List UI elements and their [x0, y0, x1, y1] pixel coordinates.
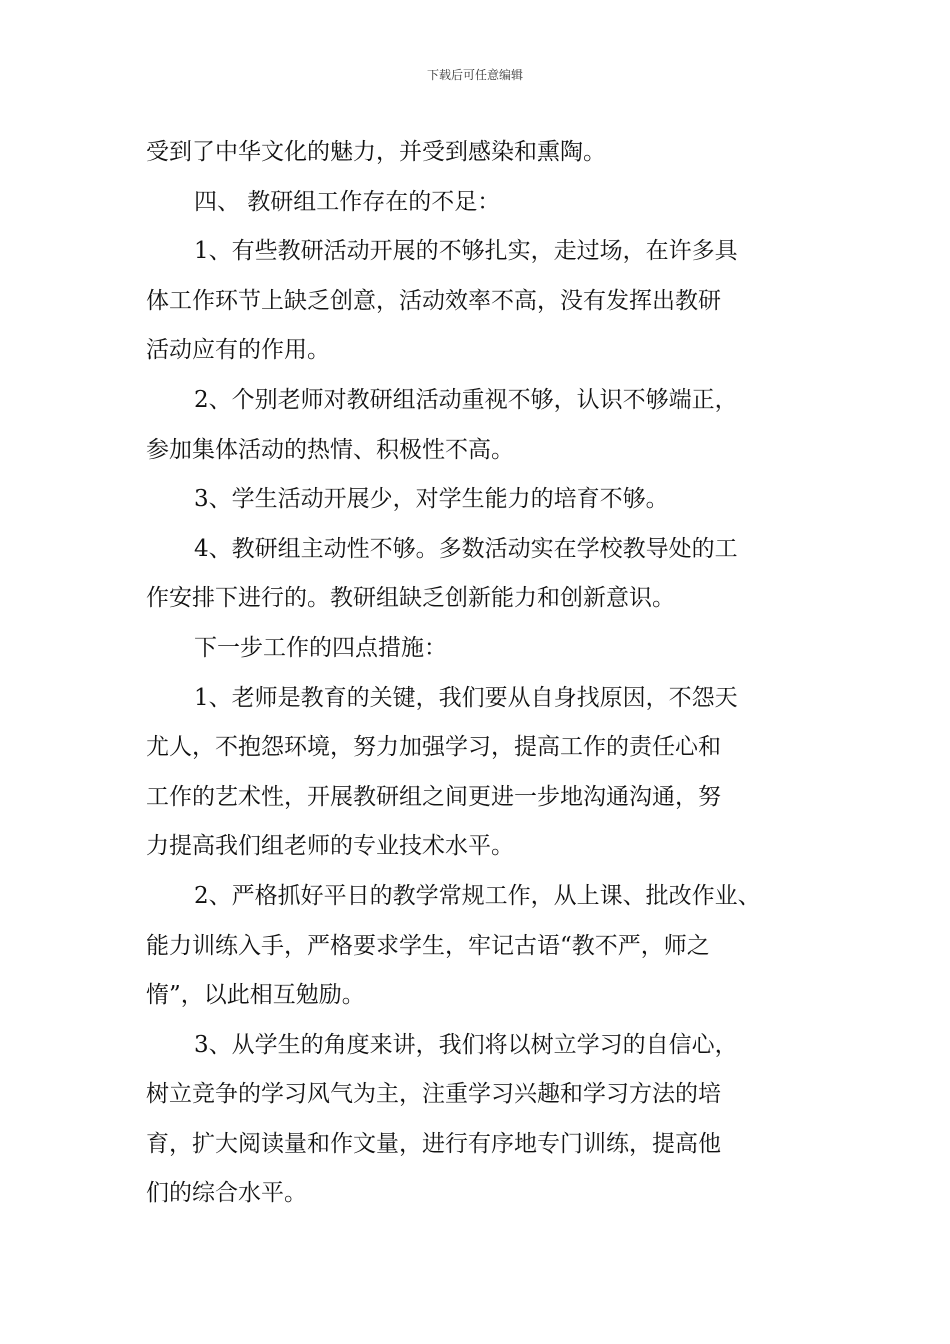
paragraph-line: 力提高我们组老师的专业技术水平。	[146, 833, 514, 860]
paragraph-line: 惰”，以此相互勉励。	[146, 982, 365, 1009]
paragraph	[146, 178, 806, 228]
paragraph-line: 1、有些教研活动开展的不够扎实，走过场，在许多具	[194, 238, 738, 265]
paragraph-line: 四、 教研组工作存在的不足：	[194, 188, 501, 215]
paragraph-line: 受到了中华文化的魅力，并受到感染和熏陶。	[146, 139, 606, 165]
paragraph-line: 作安排下进行的。教研组缺乏创新能力和创新意识。	[146, 585, 675, 612]
paragraph-line: 2、严格抓好平日的教学常规工作，从上课、批改作业、	[194, 882, 761, 909]
paragraph-line: 参加集体活动的热情、积极性不高。	[146, 436, 514, 463]
paragraph-line: 4、教研组主动性不够。多数活动实在学校教导处的工	[194, 535, 738, 562]
paragraph-line: 3、学生活动开展少，对学生能力的培育不够。	[194, 486, 669, 513]
paragraph	[146, 227, 806, 376]
paragraph-line: 树立竞争的学习风气为主，注重学习兴趣和学习方法的培	[146, 1081, 721, 1108]
paragraph-line: 下一步工作的四点措施：	[194, 634, 447, 661]
paragraph-line: 工作的艺术性，开展教研组之间更进一步地沟通沟通，努	[146, 783, 721, 810]
page-header: 下载后可任意编辑	[426, 68, 523, 82]
paragraph-line: 育，扩大阅读量和作文量，进行有序地专门训练，提高他	[146, 1130, 721, 1157]
paragraph-line: 体工作环节上缺乏创意，活动效率不高，没有发挥出教研	[146, 287, 721, 314]
paragraph	[146, 872, 806, 1021]
paragraph-line: 能力训练入手，严格要求学生，牢记古语“教不严，师之	[146, 932, 710, 959]
paragraph	[146, 674, 806, 872]
paragraph-line: 尤人，不抱怨环境，努力加强学习，提高工作的责任心和	[146, 734, 721, 761]
paragraph-line: 1、老师是教育的关键，我们要从自身找原因，不怨天	[194, 684, 738, 711]
paragraph	[146, 624, 806, 674]
document-body	[146, 128, 806, 1219]
paragraph	[146, 128, 806, 178]
paragraph	[146, 525, 806, 624]
paragraph-line: 3、从学生的角度来讲，我们将以树立学习的自信心，	[194, 1031, 738, 1058]
paragraph	[146, 376, 806, 475]
paragraph	[146, 475, 806, 525]
paragraph-line: 2、个别老师对教研组活动重视不够，认识不够端正，	[194, 386, 738, 413]
paragraph	[146, 1021, 806, 1219]
paragraph-line: 们的综合水平。	[146, 1180, 307, 1207]
paragraph-line: 活动应有的作用。	[146, 337, 330, 364]
